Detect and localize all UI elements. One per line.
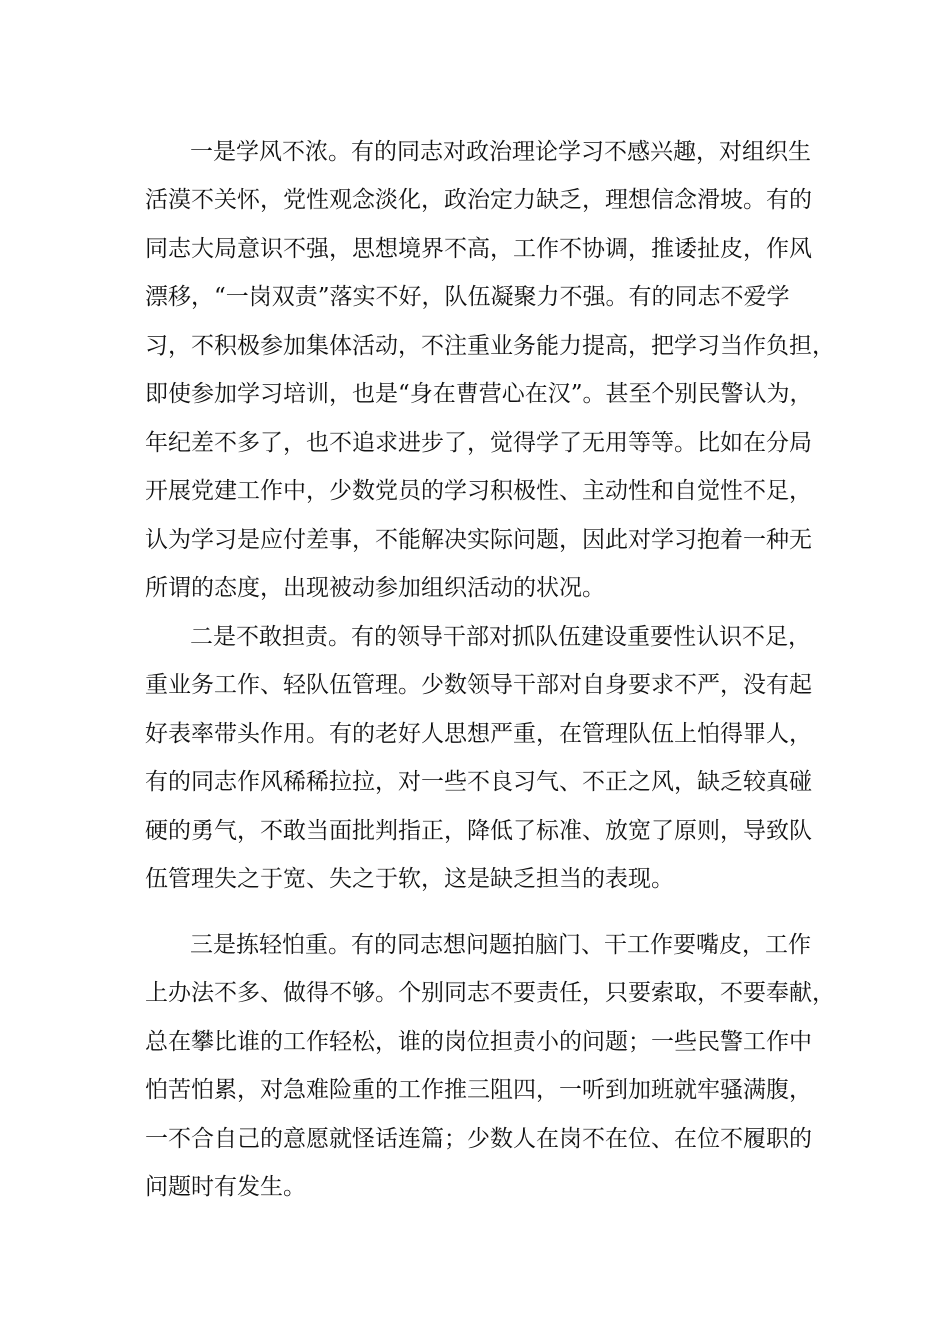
text-line-17: 三是拣轻怕重。有的同志想问题拍脑门、干工作要嘴皮，工作 [190,932,811,958]
text-line-8: 开展党建工作中，少数党员的学习积极性、主动性和自觉性不足， [145,478,812,504]
text-line-21: 一不合自己的意愿就怪话连篇；少数人在岗不在位、在位不履职的 [145,1126,812,1152]
text-line-7: 年纪差不多了，也不追求进步了，觉得学了无用等等。比如在分局 [145,430,812,456]
text-line-11: 二是不敢担责。有的领导干部对抓队伍建设重要性认识不足， [190,624,811,650]
text-line-19: 总在攀比谁的工作轻松，谁的岗位担责小的问题；一些民警工作中 [145,1029,812,1055]
text-line-4: 漂移，“一岗双责”落实不好，队伍凝聚力不强。有的同志不爱学 [145,284,790,310]
text-line-15: 硬的勇气，不敢当面批判指正，降低了标准、放宽了原则，导致队 [145,818,812,844]
text-line-14: 有的同志作风稀稀拉拉，对一些不良习气、不正之风，缺乏较真碰 [145,769,812,795]
text-line-1: 一是学风不浓。有的同志对政治理论学习不感兴趣，对组织生 [190,139,811,165]
text-line-20: 怕苦怕累，对急难险重的工作推三阻四，一听到加班就牢骚满腹， [145,1077,812,1103]
text-line-3: 同志大局意识不强，思想境界不高，工作不协调，推诿扯皮，作风 [145,236,812,262]
text-line-5: 习，不积极参加集体活动，不注重业务能力提高，把学习当作负担， [145,333,835,359]
text-line-18: 上办法不多、做得不够。个别同志不要责任，只要索取，不要奉献， [145,980,835,1006]
text-line-12: 重业务工作、轻队伍管理。少数领导干部对自身要求不严，没有起 [145,672,812,698]
text-line-22: 问题时有发生。 [145,1174,306,1200]
text-line-6: 即使参加学习培训，也是“身在曹营心在汉”。甚至个别民警认为， [145,381,813,407]
text-line-13: 好表率带头作用。有的老好人思想严重，在管理队伍上怕得罪人， [145,721,812,747]
text-line-10: 所谓的态度，出现被动参加组织活动的状况。 [145,575,605,601]
text-line-16: 伍管理失之于宽、失之于软，这是缺乏担当的表现。 [145,866,674,892]
text-line-9: 认为学习是应付差事，不能解决实际问题，因此对学习抱着一种无 [145,527,812,553]
text-line-2: 活漠不关怀，党性观念淡化，政治定力缺乏，理想信念滑坡。有的 [145,187,812,213]
